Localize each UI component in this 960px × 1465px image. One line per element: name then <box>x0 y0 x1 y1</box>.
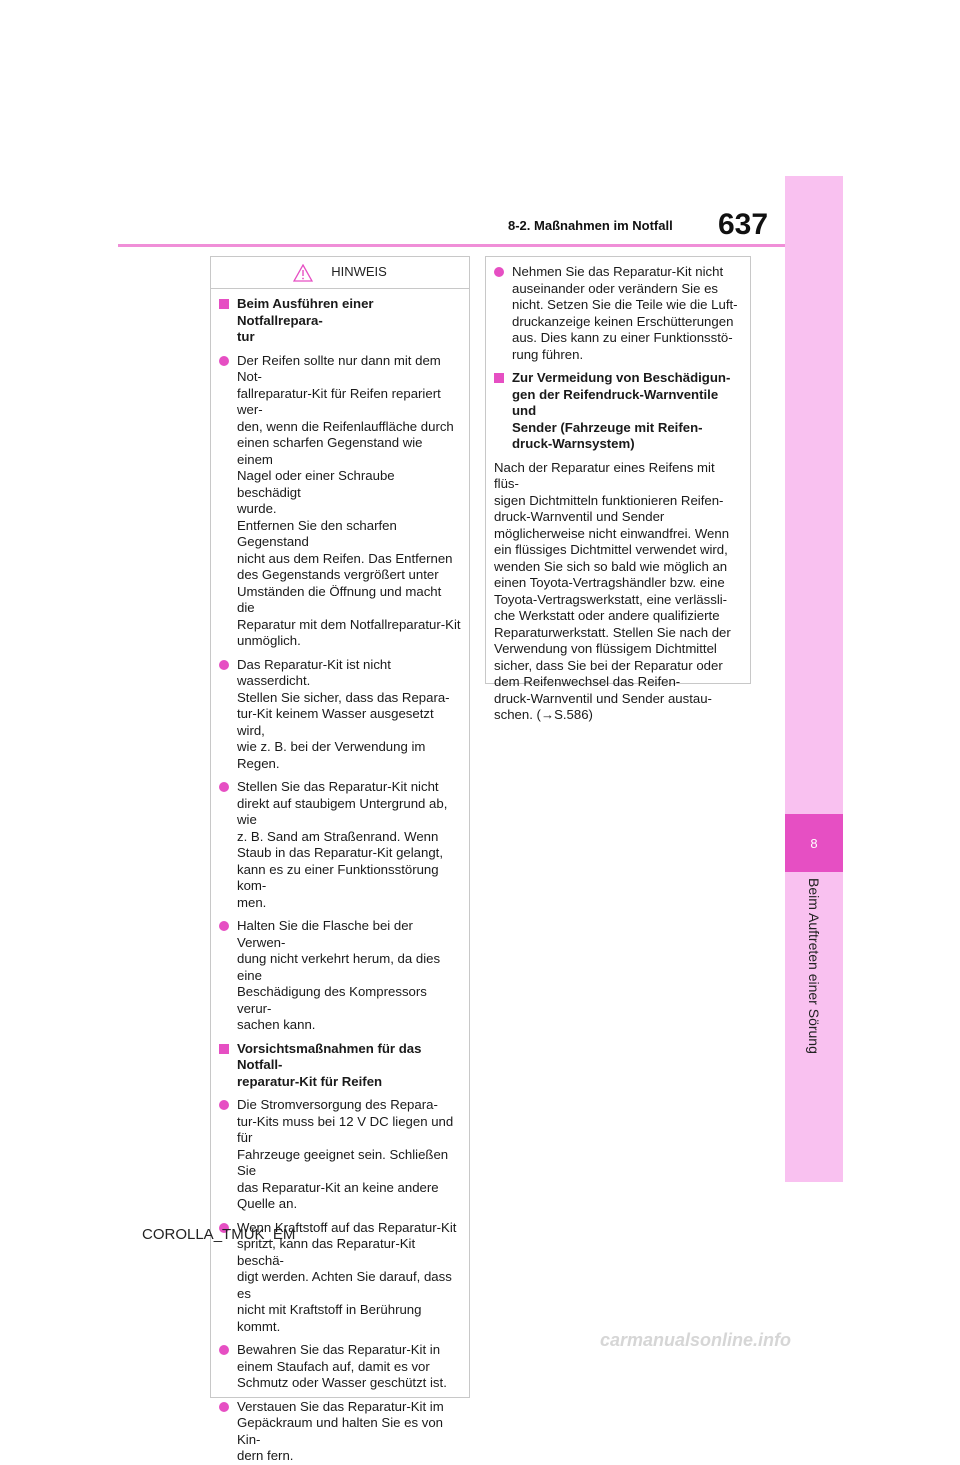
square-bullet-icon <box>494 373 504 383</box>
round-bullet-icon <box>219 1100 229 1110</box>
paragraph-text: Nehmen Sie das Reparatur-Kit nicht auseinander oder verändern Sie es nicht. Setzen Sie die Teile wie die Luft- druckanzeige keinen Erschütterungen aus. Dies kann zu einer Funktionsstö- rung führen. <box>512 264 738 362</box>
subheading-text: Vorsichtsmaßnahmen für das Notfall- reparatur-Kit für Reifen <box>237 1040 422 1089</box>
subheading <box>494 370 742 453</box>
paragraph-text: Nach der Reparatur eines Reifens mit flüs- sigen Dichtmitteln funktionieren Reifen- druck-Warnventil und Sender möglicherweise nicht einwandfrei. Wenn ein flüssiges Dichtmittel verwendet wird, wenden Sie sich so bald wie möglich an einen Toyota-Vertragshändler bzw. eine Toyota-Vertragswerkstatt, eine verlässli- che Werkstatt oder andere qualifizierte Reparaturwerkstatt. Stellen Sie nach der Verwendung von flüssigem Dichtmittel sicher, dass Sie bei der Reparatur oder dem Reifenwechsel das Reifen- druck-Warnventil und Sender austau- schen. (→S.586) <box>494 459 731 722</box>
bullet-item <box>219 657 461 773</box>
page-number: 637 <box>718 208 769 241</box>
square-bullet-icon <box>219 299 229 309</box>
subheading <box>219 296 461 346</box>
chapter-title-vertical: Beim Auftreten einer Sörung <box>806 878 822 1054</box>
document-footer-code: COROLLA_TMUK_EM <box>142 1226 296 1243</box>
notice-content-left <box>211 289 469 1465</box>
subheading-text: Zur Vermeidung von Beschädigun- gen der Reifendruck-Warnventile und Sender (Fahrzeuge mit Reifen- druck-Warnsystem) <box>512 370 731 451</box>
paragraph-text: Wenn Kraftstoff auf das Reparatur-Kit spritzt, kann das Reparatur-Kit beschä- digt werden. Achten Sie darauf, dass es nicht mit Kraftstoff in Berührung kommt. <box>237 1219 457 1334</box>
bullet-item <box>219 918 461 1034</box>
bullet-item <box>219 353 461 650</box>
paragraph-text: Halten Sie die Flasche bei der Verwen- dung nicht verkehrt herum, da dies eine Beschädigung des Kompressors verur- sachen kann. <box>237 918 441 1032</box>
paragraph-text: Verstauen Sie das Reparatur-Kit im Gepäckraum und halten Sie es von Kin- dern fern. <box>237 1398 444 1463</box>
bullet-item <box>219 1097 461 1213</box>
paragraph-text: Stellen Sie das Reparatur-Kit nicht direkt auf staubigem Untergrund ab, wie z. B. Sand am Straßenrand. Wenn Staub in das Reparatur-Kit gelangt, kann es zu einer Funktionsstörung kom- men. <box>237 779 448 910</box>
round-bullet-icon <box>219 782 229 792</box>
round-bullet-icon <box>219 356 229 366</box>
round-bullet-icon <box>219 1345 229 1355</box>
notice-title: HINWEIS <box>331 264 387 280</box>
paragraph-text: Bewahren Sie das Reparatur-Kit in einem Staufach auf, damit es vor Schmutz oder Wasser geschützt ist. <box>237 1342 447 1390</box>
bullet-item <box>219 1342 461 1392</box>
warning-triangle-icon <box>293 264 313 282</box>
round-bullet-icon <box>219 921 229 931</box>
paragraph-text: Die Stromversorgung des Repara- tur-Kits muss bei 12 V DC liegen und für Fahrzeuge geeignet sein. Schließen Sie das Reparatur-Kit an keine andere Quelle an. <box>237 1097 454 1211</box>
section-label: 8-2. Maßnahmen im Notfall <box>508 218 673 233</box>
bullet-item <box>219 779 461 911</box>
subheading <box>219 1041 461 1091</box>
round-bullet-icon <box>219 660 229 670</box>
round-bullet-icon <box>494 267 504 277</box>
square-bullet-icon <box>219 1044 229 1054</box>
notice-content-right <box>486 257 750 724</box>
bullet-item <box>494 264 742 363</box>
paragraph-text: Das Reparatur-Kit ist nicht wasserdicht. Stellen Sie sicher, dass das Repara- tur-Kit keinem Wasser ausgesetzt wird, wie z. B. bei der Verwendung im Regen. <box>237 656 450 771</box>
header-rule <box>118 244 785 247</box>
chapter-number-tab: 8 <box>785 814 843 872</box>
subheading-text: Beim Ausführen einer Notfallrepara- tur <box>237 296 374 344</box>
body-paragraph <box>494 460 742 724</box>
bullet-item <box>219 1399 461 1465</box>
notice-header <box>211 257 469 289</box>
watermark: carmanualsonline.info <box>600 1330 792 1350</box>
round-bullet-icon <box>219 1402 229 1412</box>
notice-box-right <box>485 256 751 722</box>
paragraph-text: Der Reifen sollte nur dann mit dem Not- fallreparatur-Kit für Reifen repariert wer- den, wenn die Reifenlauffläche durch einen scharfen Gegenstand wie einem Nagel oder einer Schraube beschädigt wurde. Entfernen Sie den scharfen Gegenstand nicht aus dem Reifen. Das Entfernen des Gegenstands vergrößert unter Umständen die Öffnung und macht die Reparatur mit dem Notfallreparatur-Kit unmöglich. <box>237 352 461 648</box>
